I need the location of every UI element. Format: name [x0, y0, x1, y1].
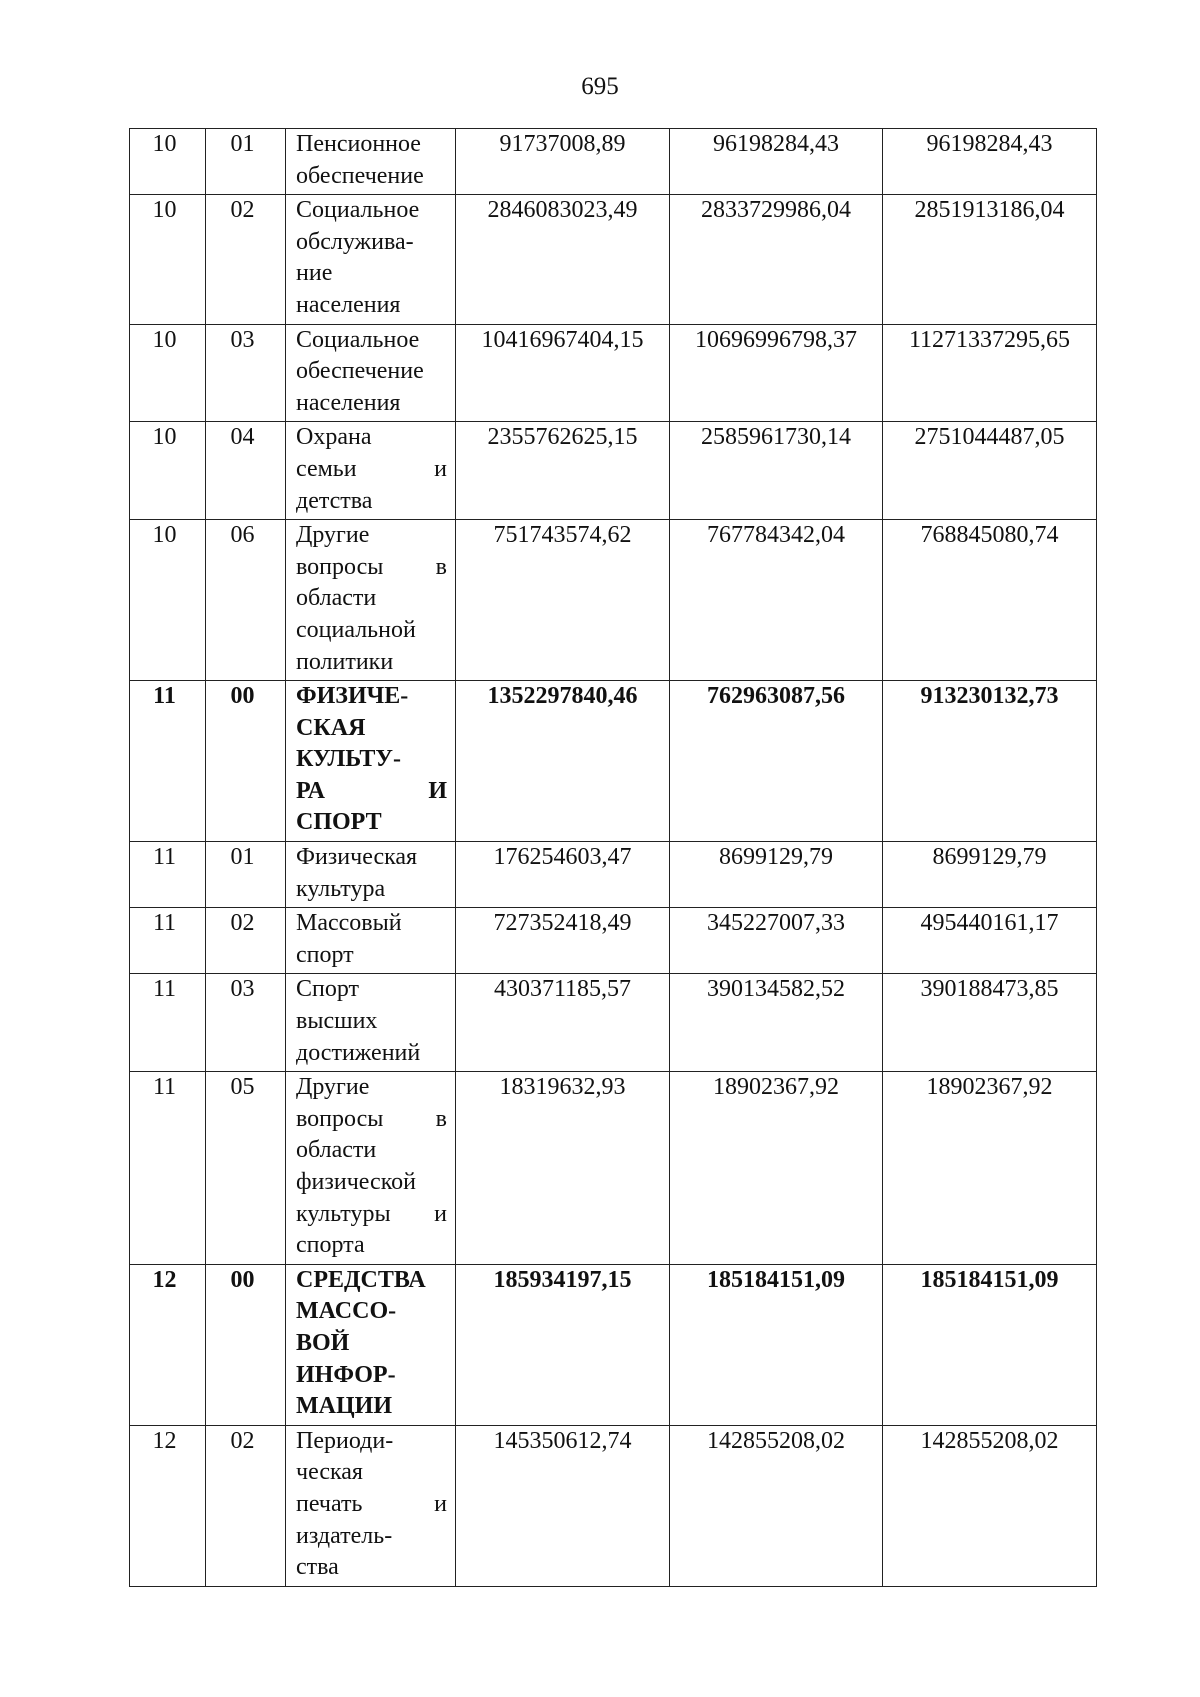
table-row: [130, 1425, 1097, 1586]
item-name-line: спорта: [296, 1232, 365, 1259]
item-name-cell: [286, 842, 456, 908]
item-name-line: физической: [296, 1169, 416, 1195]
amount-year1-cell: 1352297840,46: [456, 681, 670, 842]
amount-year3-cell: 11271337295,65: [883, 324, 1097, 422]
subsection-code-cell: 00: [206, 1264, 286, 1425]
item-name-line: СКАЯ: [296, 714, 366, 741]
table-row: [130, 1072, 1097, 1265]
item-name-line: высших: [296, 1008, 378, 1035]
table-row: [130, 520, 1097, 681]
section-code-cell: 12: [130, 1425, 206, 1586]
amount-year3-cell: 768845080,74: [883, 520, 1097, 681]
amount-year3-cell: 142855208,02: [883, 1425, 1097, 1586]
item-name-line: Массовый: [296, 910, 402, 937]
subsection-code-cell: 02: [206, 1425, 286, 1586]
amount-year3-cell: 913230132,73: [883, 681, 1097, 842]
item-name-cell: [286, 422, 456, 520]
item-name-line: достижений: [296, 1039, 421, 1066]
item-name-line: ние: [296, 260, 333, 287]
item-name-line: ВОЙ: [296, 1329, 350, 1356]
item-name-cell: [286, 1264, 456, 1425]
amount-year1-cell: 185934197,15: [456, 1264, 670, 1425]
item-name-line: вопросы в: [296, 1105, 447, 1132]
item-name-cell: [286, 129, 456, 195]
subsection-code-cell: 03: [206, 324, 286, 422]
item-name-line: Социальное: [296, 326, 420, 353]
section-code-cell: 10: [130, 324, 206, 422]
item-name-line: Социальное: [296, 197, 420, 224]
subsection-code-cell: 05: [206, 1072, 286, 1265]
amount-year1-cell: 91737008,89: [456, 129, 670, 195]
item-name-line: спорт: [296, 941, 354, 968]
budget-table: [129, 128, 1097, 1587]
section-code-cell: 10: [130, 129, 206, 195]
amount-year2-cell: 142855208,02: [670, 1425, 883, 1586]
item-name-line: Пенсионное: [296, 131, 421, 157]
subsection-code-cell: 06: [206, 520, 286, 681]
section-code-cell: 11: [130, 681, 206, 842]
item-name-line: политики: [296, 648, 394, 675]
table-row: [130, 1264, 1097, 1425]
table-row: [130, 681, 1097, 842]
item-name-line: ФИЗИЧЕ-: [296, 683, 409, 710]
item-name-cell: [286, 195, 456, 324]
amount-year2-cell: 767784342,04: [670, 520, 883, 681]
item-name-line: вопросы в: [296, 553, 447, 580]
amount-year3-cell: 8699129,79: [883, 842, 1097, 908]
item-name-cell: [286, 324, 456, 422]
item-name-line: СРЕДСТВА: [296, 1266, 426, 1293]
item-name-line: МАССО-: [296, 1298, 397, 1325]
amount-year2-cell: 762963087,56: [670, 681, 883, 842]
item-name-line: культура: [296, 875, 386, 902]
amount-year1-cell: 727352418,49: [456, 908, 670, 974]
amount-year2-cell: 390134582,52: [670, 974, 883, 1072]
table-row: [130, 422, 1097, 520]
amount-year2-cell: 185184151,09: [670, 1264, 883, 1425]
table-row: [130, 324, 1097, 422]
item-name-cell: [286, 1072, 456, 1265]
table-row: [130, 195, 1097, 324]
item-name-line: Другие: [296, 1074, 370, 1101]
amount-year1-cell: 751743574,62: [456, 520, 670, 681]
item-name-line: Спорт: [296, 976, 360, 1003]
item-name-line: ства: [296, 1554, 339, 1581]
amount-year2-cell: 345227007,33: [670, 908, 883, 974]
item-name-cell: [286, 1425, 456, 1586]
item-name-line: РА И: [296, 777, 447, 804]
item-name-line: семьи и: [296, 455, 447, 482]
subsection-code-cell: 03: [206, 974, 286, 1072]
amount-year2-cell: 2585961730,14: [670, 422, 883, 520]
subsection-code-cell: 04: [206, 422, 286, 520]
section-code-cell: 10: [130, 195, 206, 324]
item-name-line: населения: [296, 291, 401, 318]
item-name-line: Охрана: [296, 424, 372, 451]
subsection-code-cell: 01: [206, 129, 286, 195]
item-name-line: Другие: [296, 522, 370, 549]
section-code-cell: 11: [130, 1072, 206, 1265]
item-name-cell: [286, 681, 456, 842]
item-name-line: детства: [296, 487, 373, 514]
item-name-line: ИНФОР-: [296, 1361, 396, 1388]
item-name-line: ческая: [296, 1459, 363, 1486]
item-name-line: обслужива-: [296, 228, 414, 255]
item-name-line: обеспечение: [296, 162, 424, 189]
subsection-code-cell: 00: [206, 681, 286, 842]
amount-year3-cell: 18902367,92: [883, 1072, 1097, 1265]
budget-table-body: [130, 129, 1097, 1587]
item-name-line: СПОРТ: [296, 809, 382, 836]
item-name-cell: [286, 974, 456, 1072]
item-name-line: Периоди-: [296, 1427, 394, 1454]
section-code-cell: 11: [130, 974, 206, 1072]
section-code-cell: 11: [130, 842, 206, 908]
item-name-line: культуры и: [296, 1200, 447, 1227]
amount-year3-cell: 185184151,09: [883, 1264, 1097, 1425]
item-name-cell: [286, 520, 456, 681]
amount-year1-cell: 2355762625,15: [456, 422, 670, 520]
amount-year1-cell: 430371185,57: [456, 974, 670, 1072]
amount-year2-cell: 10696996798,37: [670, 324, 883, 422]
item-name-line: МАЦИИ: [296, 1393, 392, 1420]
amount-year1-cell: 10416967404,15: [456, 324, 670, 422]
item-name-line: печать и: [296, 1490, 447, 1517]
table-row: [130, 842, 1097, 908]
amount-year3-cell: 96198284,43: [883, 129, 1097, 195]
amount-year2-cell: 96198284,43: [670, 129, 883, 195]
item-name-line: КУЛЬТУ-: [296, 746, 401, 773]
amount-year1-cell: 18319632,93: [456, 1072, 670, 1265]
section-code-cell: 10: [130, 422, 206, 520]
amount-year3-cell: 390188473,85: [883, 974, 1097, 1072]
subsection-code-cell: 01: [206, 842, 286, 908]
item-name-line: социальной: [296, 616, 416, 643]
item-name-line: населения: [296, 389, 401, 416]
item-name-line: обеспечение: [296, 358, 424, 385]
table-row: [130, 974, 1097, 1072]
amount-year1-cell: 176254603,47: [456, 842, 670, 908]
section-code-cell: 12: [130, 1264, 206, 1425]
amount-year1-cell: 145350612,74: [456, 1425, 670, 1586]
item-name-line: Физическая: [296, 844, 418, 871]
amount-year3-cell: 2751044487,05: [883, 422, 1097, 520]
amount-year2-cell: 18902367,92: [670, 1072, 883, 1265]
item-name-line: издатель-: [296, 1522, 393, 1549]
page-number: 695: [581, 73, 619, 100]
amount-year2-cell: 2833729986,04: [670, 195, 883, 324]
amount-year3-cell: 2851913186,04: [883, 195, 1097, 324]
subsection-code-cell: 02: [206, 195, 286, 324]
amount-year2-cell: 8699129,79: [670, 842, 883, 908]
section-code-cell: 11: [130, 908, 206, 974]
subsection-code-cell: 02: [206, 908, 286, 974]
item-name-cell: [286, 908, 456, 974]
table-row: [130, 908, 1097, 974]
amount-year3-cell: 495440161,17: [883, 908, 1097, 974]
table-row: [130, 129, 1097, 195]
amount-year1-cell: 2846083023,49: [456, 195, 670, 324]
item-name-line: области: [296, 585, 377, 612]
section-code-cell: 10: [130, 520, 206, 681]
item-name-line: области: [296, 1137, 377, 1164]
